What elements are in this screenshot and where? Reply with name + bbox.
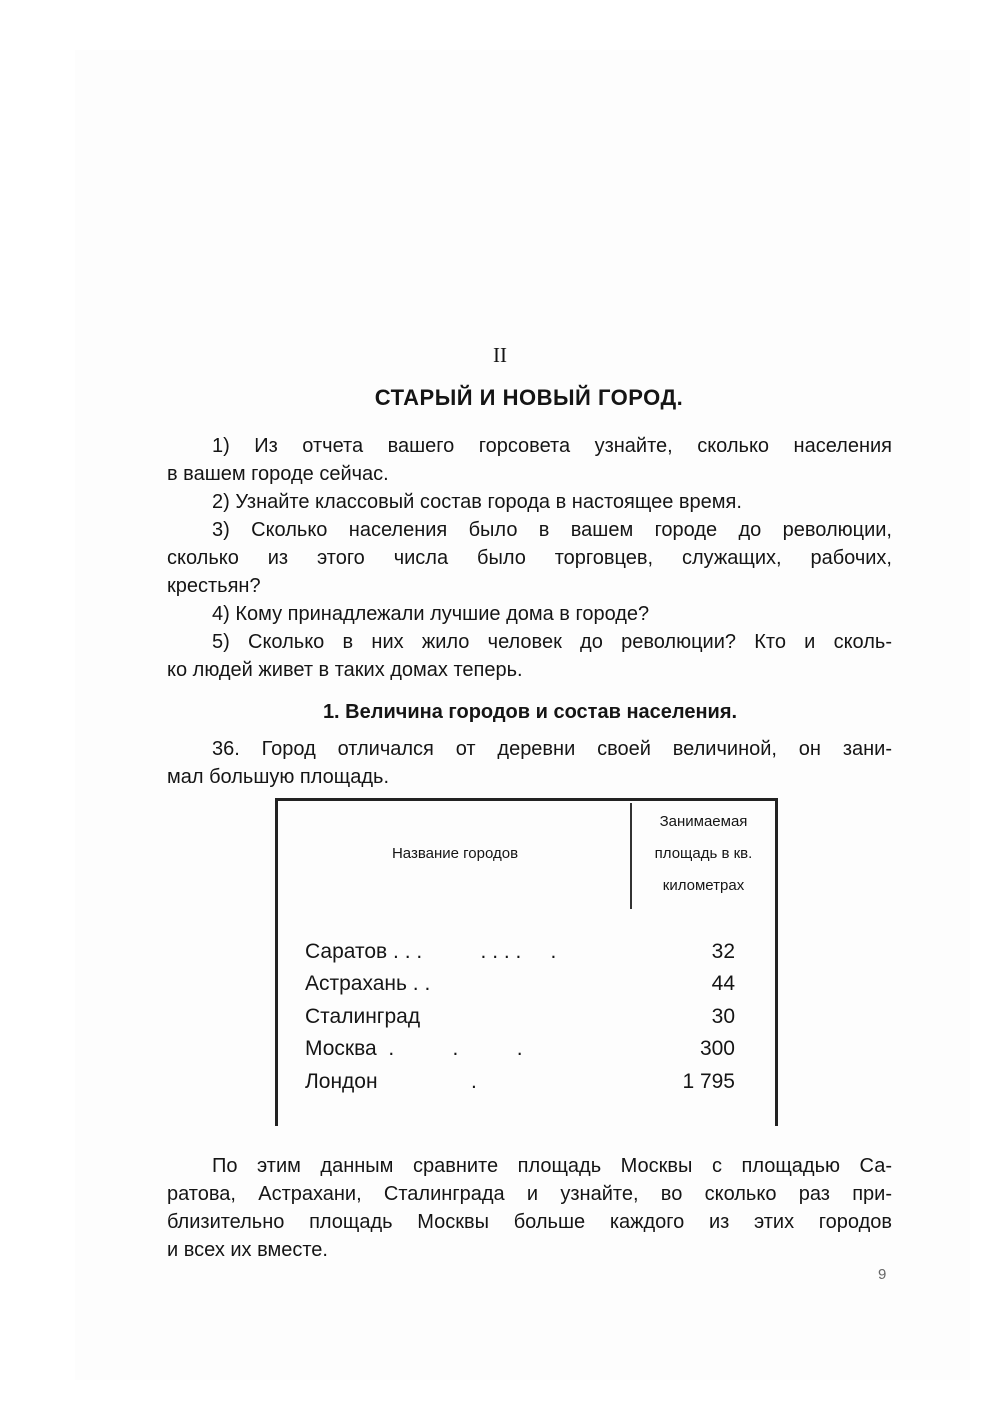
table-row-area: 44 — [711, 972, 735, 995]
conclusion-line-4: и всех их вместе. — [167, 1239, 328, 1261]
question-4-line-1: 4) Кому принадлежали лучшие дома в городе? — [212, 603, 650, 625]
intro-line-1: 36. Город отличался от деревни своей величиной, он зани- — [212, 738, 892, 760]
table-row-city: Саратов . . . . . . . . — [305, 940, 557, 963]
conclusion-line-1: По этим данным сравните площадь Москвы с площадью Са- — [212, 1155, 892, 1177]
table-row-area: 300 — [699, 1037, 735, 1060]
section-heading: 1. Величина городов и состав населения. — [322, 701, 738, 723]
chapter-number: II — [493, 343, 507, 367]
table-row-city: Москва . . . — [305, 1037, 523, 1060]
table-row-area: 30 — [711, 1005, 735, 1028]
page-number: 9 — [878, 1266, 887, 1283]
header-city-name: Название городов — [391, 845, 519, 862]
table-row-city: Лондон . — [305, 1070, 477, 1093]
table-row-area: 32 — [711, 940, 735, 963]
question-1-line-1: 1) Из отчета вашего горсовета узнайте, сколько населения — [212, 435, 892, 457]
question-3-line-3: крестьян? — [167, 575, 261, 597]
conclusion-line-2: ратова, Астрахани, Сталинграда и узнайте, во сколько раз при- — [167, 1183, 892, 1205]
chapter-title: СТАРЫЙ И НОВЫЙ ГОРОД. — [374, 385, 684, 410]
question-3-line-1: 3) Сколько населения было в вашем городе до революции, — [212, 519, 892, 541]
question-5-line-1: 5) Сколько в них жило человек до революции? Кто и сколь- — [212, 631, 892, 653]
table-row-area: 1 795 — [682, 1070, 735, 1093]
question-3-line-2: сколько из этого числа было торговцев, служащих, рабочих, — [167, 547, 892, 569]
question-2-line-1: 2) Узнайте классовый состав города в настоящее время. — [212, 491, 742, 513]
question-5-line-2: ко людей живет в таких домах теперь. — [167, 659, 523, 681]
intro-line-2: мал большую площадь. — [167, 766, 390, 788]
header-area-line-1: Занимаемая — [659, 813, 748, 830]
header-area-line-2: площадь в кв. — [654, 845, 753, 862]
conclusion-line-3: близительно площадь Москвы больше каждого из этих городов — [167, 1211, 892, 1233]
question-1-line-2: в вашем городе сейчас. — [167, 463, 389, 485]
header-area-line-3: километрах — [662, 877, 745, 894]
table-row-city: Астрахань . . — [305, 972, 431, 995]
table-row-city: Сталинград — [305, 1005, 421, 1028]
